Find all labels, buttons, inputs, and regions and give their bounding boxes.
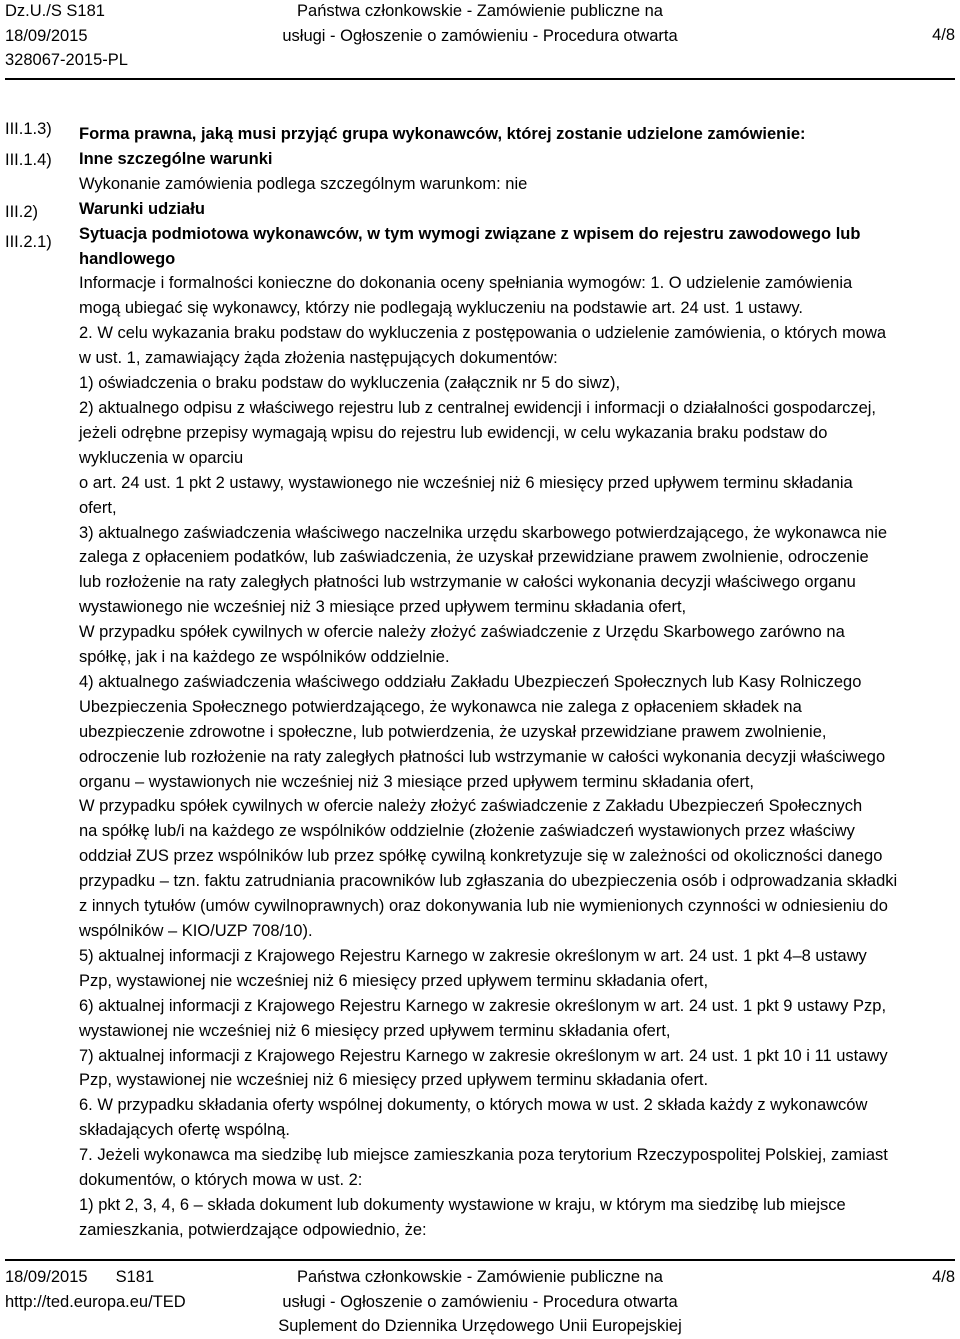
footer-url: http://ted.europa.eu/TED: [5, 1292, 186, 1311]
notice-number: 328067-2015-PL: [5, 51, 128, 69]
text-line: 2. W celu wykazania braku podstaw do wykluczenia z postępowania o udzielenie zamówienia, o których mowa: [79, 324, 887, 343]
footer-title-line-2: usługi - Ogłoszenie o zamówieniu - Procedura otwarta: [282, 1292, 678, 1311]
text-line: 7) aktualnej informacji z Krajowego Rejestru Karnego w zakresie określonym w art. 24 ust. 1 pkt 10 i 11 ustawy: [79, 1046, 888, 1065]
text-line: oddział ZUS przez wspólników lub przez spółkę cywilną konkretyzuje się w zależności od okoliczności danego: [79, 847, 883, 866]
text-line: organu – wystawionych nie wcześniej niż 3 miesiące przed upływem terminu składania ofert,: [79, 772, 754, 791]
text-line: Ubezpieczenia Społecznego potwierdzającego, że wykonawca nie zalega z opłaceniem składek na: [79, 697, 802, 716]
footer-supplement: Suplement do Dziennika Urzędowego Unii Europejskiej: [278, 1317, 682, 1335]
text-line: 1) pkt 2, 3, 4, 6 – składa dokument lub dokumenty wystawione w kraju, w którym ma siedzibę lub miejsce: [79, 1195, 846, 1214]
section-number-iii-1-4: III.1.4): [5, 151, 52, 169]
text-line: Inne szczególne warunki: [79, 149, 273, 168]
section-number-iii-2: III.2): [5, 203, 39, 221]
footer-divider: [5, 1259, 955, 1261]
text-line: Warunki udziału: [79, 199, 205, 218]
footer-page-number: 4/8: [932, 1268, 955, 1286]
text-line: składających ofertę wspólną.: [79, 1121, 290, 1140]
text-line: Wykonanie zamówienia podlega szczególnym warunkom: nie: [79, 174, 528, 193]
text-line: Sytuacja podmiotowa wykonawców, w tym wymogi związane z wpisem do rejestru zawodowego lub: [79, 224, 861, 243]
text-line: wykluczenia w oparciu: [79, 448, 244, 467]
text-line: Forma prawna, jaką musi przyjąć grupa wykonawców, której zostanie udzielone zamówienie:: [79, 125, 806, 143]
footer-date: 18/09/2015: [5, 1268, 88, 1286]
text-line: 5) aktualnej informacji z Krajowego Rejestru Karnego w zakresie określonym w art. 24 ust. 1 pkt 4–8 ustawy: [79, 946, 867, 965]
text-line: dokumentów, o których mowa w ust. 2:: [79, 1171, 363, 1190]
text-line: 6) aktualnej informacji z Krajowego Rejestru Karnego w zakresie określonym w art. 24 ust. 1 pkt 9 ustawy Pzp,: [79, 996, 887, 1015]
page-footer-left: [5, 1265, 186, 1314]
text-line: ofert,: [79, 498, 117, 517]
section-number-iii-1-3: III.1.3): [5, 120, 52, 138]
text-line: Pzp, wystawionej nie wcześniej niż 6 miesięcy przed upływem terminu składania ofert.: [79, 1071, 709, 1090]
page-header-title: [240, 0, 720, 48]
text-line: spółkę, jak i na każdego ze wspólników oddzielnie.: [79, 648, 450, 667]
text-line: Informacje i formalności konieczne do dokonania oceny spełniania wymogów: 1. O udzielenie zamówienia: [79, 274, 853, 293]
text-line: jeżeli odrębne przepisy wymagają wpisu do rejestru lub ewidencji, w celu wykazania braku podstaw do: [79, 423, 828, 442]
page-header-left: [5, 0, 128, 73]
text-line: na spółkę lub/i na każdego ze wspólników oddzielnie (złożenie zaświadczeń wystawionych przez właściwy: [79, 822, 855, 841]
header-page-number: 4/8: [932, 26, 955, 44]
text-line: z innych tytułów (umów cywilnoprawnych) oraz dokonywania lub nie wymienionych czynności w odniesieniu do: [79, 897, 888, 916]
section-number-iii-2-1: III.2.1): [5, 233, 52, 251]
text-line: 7. Jeżeli wykonawca ma siedzibę lub miejsce zamieszkania poza terytorium Rzeczypospolitej Polskiej, zamiast: [79, 1146, 888, 1165]
text-line: 3) aktualnego zaświadczenia właściwego naczelnika urzędu skarbowego potwierdzającego, że wykonawca nie: [79, 523, 888, 542]
text-line: ubezpieczenie zdrowotne i społeczne, lub potwierdzenia, że uzyskał przewidziane prawem zwolnienie,: [79, 722, 827, 741]
text-line: W przypadku spółek cywilnych w ofercie należy złożyć zaświadczenie z Zakładu Ubezpieczeń Społecznych: [79, 797, 863, 816]
text-line: przypadku – tzn. faktu zatrudniania pracowników lub zgłaszania do ubezpieczenia osób i odprowadzania składki: [79, 872, 898, 891]
text-line: wystawionego nie wcześniej niż 3 miesiące przed upływem terminu składania ofert,: [79, 598, 687, 617]
header-title-line-1: Państwa członkowskie - Zamówienie publiczne na: [297, 2, 663, 20]
text-line: w ust. 1, zamawiający żąda złożenia następujących dokumentów:: [79, 349, 558, 368]
text-line: zalega z opłaceniem podatków, lub zaświadczenia, że uzyskał przewidziane prawem zwolnienie, odroczenie: [79, 548, 869, 567]
text-line: 1) oświadczenia o braku podstaw do wykluczenia (załącznik nr 5 do siwz),: [79, 374, 621, 393]
text-line: W przypadku spółek cywilnych w ofercie należy złożyć zaświadczenie z Urzędu Skarbowego zarówno na: [79, 623, 845, 642]
text-line: odroczenie lub rozłożenie na raty zaległych płatności lub wstrzymanie w całości wykonania decyzji właściwego: [79, 747, 886, 766]
header-divider: [5, 78, 955, 80]
text-line: wystawionej nie wcześniej niż 6 miesięcy przed upływem terminu składania ofert,: [79, 1021, 671, 1040]
text-line: 4) aktualnego zaświadczenia właściwego oddziału Zakładu Ubezpieczeń Społecznych lub Kasy Rolniczego: [79, 672, 862, 691]
header-title-line-2: usługi - Ogłoszenie o zamówieniu - Procedura otwarta: [282, 26, 678, 45]
text-line: lub rozłożenie na raty zaległych płatności lub wstrzymanie w całości wykonania decyzji właściwego organu: [79, 573, 856, 592]
page-footer-title: [240, 1265, 720, 1339]
text-line: 6. W przypadku składania oferty wspólnej dokumenty, o których mowa w ust. 2 składa każdy z wykonawców: [79, 1096, 868, 1115]
text-line: 2) aktualnego odpisu z właściwego rejestru lub z centralnej ewidencji i informacji o działalności gospodarczej,: [79, 398, 876, 417]
journal-ref: Dz.U./S S181: [5, 2, 105, 20]
footer-title-line-1: Państwa członkowskie - Zamówienie publiczne na: [297, 1268, 663, 1286]
text-line: wspólników – KIO/UZP 708/10).: [79, 922, 313, 940]
text-line: Pzp, wystawionej nie wcześniej niż 6 miesięcy przed upływem terminu składania ofert,: [79, 971, 709, 990]
text-line: o art. 24 ust. 1 pkt 2 ustawy, wystawionego nie wcześniej niż 6 miesięcy przed upływem terminu składania: [79, 473, 853, 492]
text-line: mogą ubiegać się wykonawcy, którzy nie podlegają wykluczeniu na podstawie art. 24 ust. 1 ustawy.: [79, 299, 803, 318]
footer-issue: S181: [115, 1268, 155, 1286]
text-line: zamieszkania, potwierdzające odpowiednio, że:: [79, 1220, 427, 1239]
header-date: 18/09/2015: [5, 26, 88, 45]
document-body: [79, 122, 949, 1243]
text-line: handlowego: [79, 249, 176, 268]
